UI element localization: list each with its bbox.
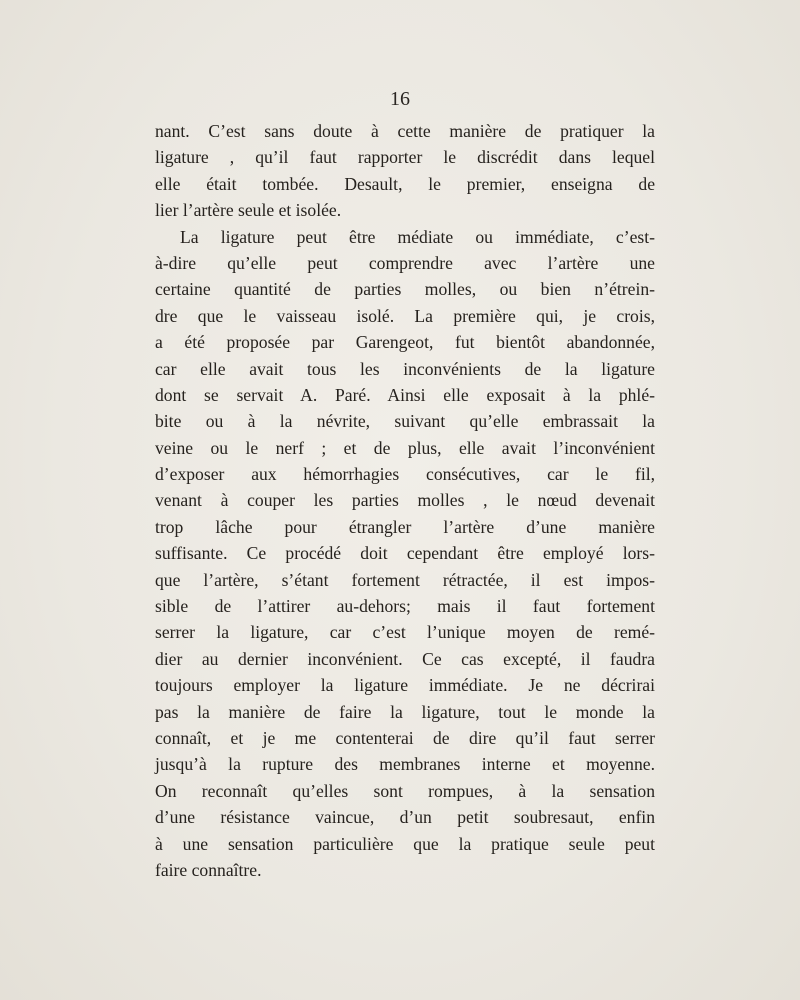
text-line: suffisante. Ce procédé doit cependant être employé lors- (155, 543, 655, 564)
text-line: que l’artère, s’étant fortement rétractée, il est impos- (155, 569, 655, 590)
text-line: venant à couper les parties molles , le nœud devenait (155, 490, 655, 511)
text-line: ligature , qu’il faut rapporter le discrédit dans lequel (155, 147, 655, 168)
text-line: connaît, et je me contenterai de dire qu’il faut serrer (155, 727, 655, 748)
text-line: On reconnaît qu’elles sont rompues, à la sensation (155, 780, 655, 801)
text-line: lier l’artère seule et isolée. (155, 200, 342, 221)
text-line: sible de l’attirer au-dehors; mais il faut fortement (155, 596, 655, 617)
text-line: pas la manière de faire la ligature, tout le monde la (155, 701, 655, 722)
body-text (155, 118, 655, 883)
text-line: a été proposée par Garengeot, fut bientôt abandonnée, (155, 332, 655, 353)
text-line: faire connaître. (155, 859, 262, 880)
paragraph-start-line: La ligature peut être médiate ou immédiate, c’est- (180, 226, 655, 247)
text-line: d’exposer aux hémorrhagies consécutives, car le fil, (155, 464, 655, 485)
text-line: dre que le vaisseau isolé. La première qui, je crois, (155, 305, 655, 326)
text-line: jusqu’à la rupture des membranes interne et moyenne. (155, 754, 655, 775)
text-line: dont se servait A. Paré. Ainsi elle exposait à la phlé- (155, 384, 655, 405)
text-line: à une sensation particulière que la pratique seule peut (155, 833, 655, 854)
text-line: dier au dernier inconvénient. Ce cas excepté, il faudra (155, 648, 655, 669)
text-line: d’une résistance vaincue, d’un petit soubresaut, enfin (155, 807, 655, 828)
text-line: bite ou à la névrite, suivant qu’elle embrassait la (155, 411, 655, 432)
text-line: trop lâche pour étrangler l’artère d’une manière (155, 516, 655, 537)
text-line: car elle avait tous les inconvénients de la ligature (155, 358, 655, 379)
text-line: certaine quantité de parties molles, ou bien n’étrein- (155, 279, 655, 300)
page-number: 16 (390, 88, 410, 110)
text-line: nant. C’est sans doute à cette manière de pratiquer la (155, 121, 655, 141)
text-line: elle était tombée. Desault, le premier, enseigna de (155, 173, 655, 194)
text-line: veine ou le nerf ; et de plus, elle avait l’inconvénient (155, 437, 655, 458)
text-line: à-dire qu’elle peut comprendre avec l’artère une (155, 252, 655, 273)
text-line: serrer la ligature, car c’est l’unique moyen de remé- (155, 622, 655, 643)
text-line: toujours employer la ligature immédiate. Je ne décrirai (155, 675, 655, 696)
